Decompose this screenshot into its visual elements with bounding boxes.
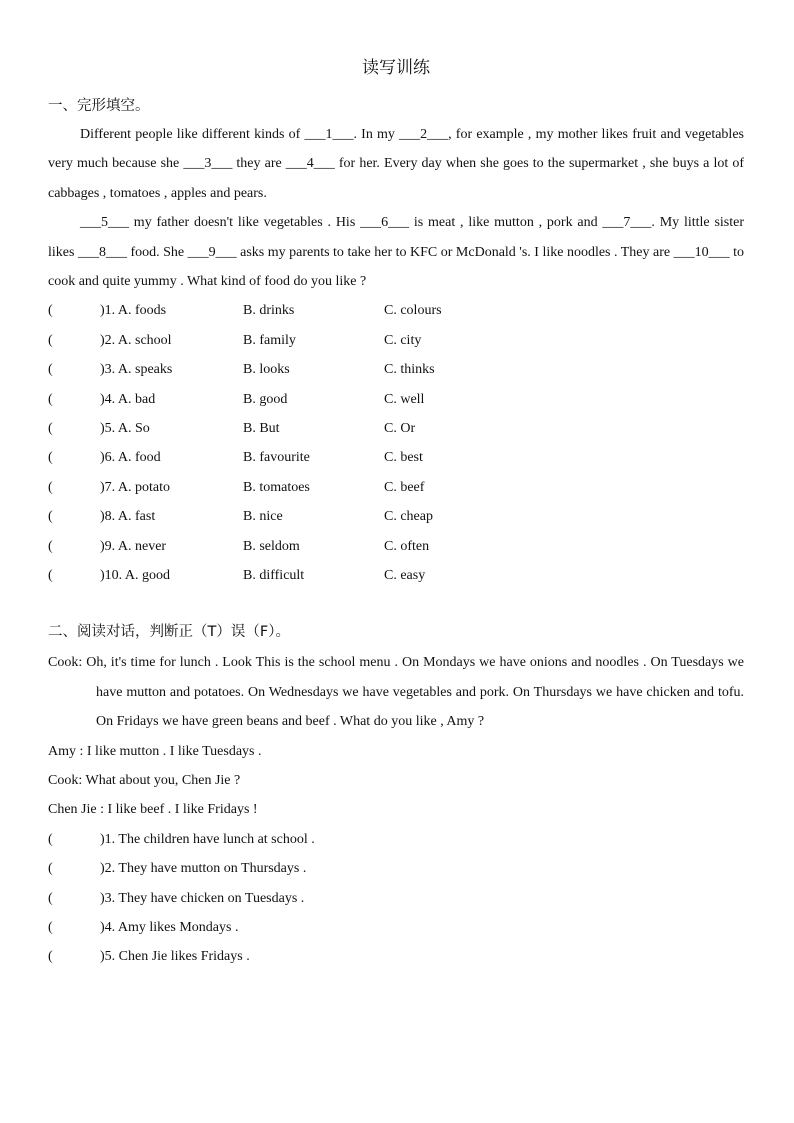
dialog-line-chen-jie: Chen Jie : I like beef . I like Fridays ! (48, 802, 258, 818)
dialog-line-amy: Amy : I like mutton . I like Tuesdays . (48, 743, 262, 759)
answer-blank[interactable]: ( (48, 567, 53, 583)
cloze-question (48, 414, 744, 443)
answer-blank[interactable]: ( (48, 362, 53, 378)
cloze-question (48, 473, 744, 502)
dialog-line-cook: Cook: Oh, it's time for lunch . Look This is the school menu . On Mondays we have onions and noodles . On Tuesdays we have mutton and potatoes. On Wednesdays we have vegetables and pork. On Thursdays we have chicken and tofu. On Fridays we have green beans and beef . What do you like , Amy ? (48, 655, 744, 730)
option-a: )8. A. fast (100, 509, 156, 525)
section2-heading: 二、阅读对话，判断正（T）误（F）。 (48, 624, 290, 641)
true-false-item (48, 913, 744, 942)
statement-text: )4. Amy likes Mondays . (100, 919, 239, 935)
page-title: 读写训练 (362, 58, 430, 78)
cloze-question (48, 296, 744, 325)
true-false-item (48, 942, 744, 971)
cloze-question (48, 385, 744, 414)
option-a: )2. A. school (100, 332, 172, 348)
option-c: C. thinks (384, 362, 435, 378)
cloze-question (48, 502, 744, 531)
cloze-question (48, 326, 744, 355)
true-false-list (48, 825, 744, 972)
cloze-question-list (48, 296, 744, 590)
answer-blank[interactable]: ( (48, 303, 53, 319)
option-c: C. cheap (384, 509, 433, 525)
statement-text: )2. They have mutton on Thursdays . (100, 861, 307, 877)
option-c: C. best (384, 450, 423, 466)
section1-heading: 一、完形填空。 (48, 98, 150, 114)
dialog-line-cook-question: Cook: What about you, Chen Jie ? (48, 772, 241, 788)
option-c: C. city (384, 332, 422, 348)
option-a: )6. A. food (100, 450, 161, 466)
answer-blank[interactable]: ( (48, 949, 53, 965)
cloze-question (48, 355, 744, 384)
statement-text: )1. The children have lunch at school . (100, 831, 315, 847)
option-b: B. family (243, 332, 296, 348)
option-c: C. often (384, 538, 430, 554)
option-c: C. Or (384, 421, 416, 436)
cloze-question (48, 532, 744, 561)
option-a: )5. A. So (100, 421, 150, 436)
cloze-question (48, 443, 744, 472)
option-b: B. favourite (243, 450, 310, 466)
option-a: )4. A. bad (100, 391, 156, 407)
section-spacer (48, 590, 744, 620)
statement-text: )5. Chen Jie likes Fridays . (100, 949, 250, 965)
option-a: )7. A. potato (100, 479, 170, 495)
true-false-item (48, 884, 744, 913)
option-a: )1. A. foods (100, 303, 167, 319)
option-a: )9. A. never (100, 538, 167, 554)
option-a: )10. A. good (100, 567, 170, 583)
option-a: )3. A. speaks (100, 362, 173, 378)
cloze-question (48, 561, 744, 590)
statement-text: )3. They have chicken on Tuesdays . (100, 890, 305, 906)
option-b: B. drinks (243, 303, 295, 319)
answer-blank[interactable]: ( (48, 479, 53, 495)
answer-blank[interactable]: ( (48, 919, 53, 935)
cloze-paragraph-1: Different people like different kinds of ___1___. In my ___2___, for example , my mother likes fruit and vegetables very much because she ___3___ they are ___4___ for her. Every day when she goes to the supermarket , she buys a lot of cabbages , tomatoes , apples and pears. (48, 127, 744, 201)
option-c: C. well (384, 391, 425, 407)
answer-blank[interactable]: ( (48, 450, 53, 466)
option-b: B. looks (243, 362, 290, 378)
option-c: C. easy (384, 567, 426, 583)
option-b: B. nice (243, 509, 283, 525)
option-c: C. colours (384, 303, 442, 319)
true-false-item (48, 854, 744, 883)
answer-blank[interactable]: ( (48, 332, 53, 348)
option-b: B. seldom (243, 538, 300, 554)
answer-blank[interactable]: ( (48, 421, 53, 436)
option-c: C. beef (384, 479, 425, 495)
dialog (48, 648, 744, 824)
answer-blank[interactable]: ( (48, 509, 53, 525)
answer-blank[interactable]: ( (48, 861, 53, 877)
answer-blank[interactable]: ( (48, 538, 53, 554)
worksheet-page (48, 56, 744, 972)
option-b: B. good (243, 391, 288, 407)
true-false-item (48, 825, 744, 854)
answer-blank[interactable]: ( (48, 391, 53, 407)
option-b: B. But (243, 421, 280, 436)
option-b: B. tomatoes (243, 479, 310, 495)
answer-blank[interactable]: ( (48, 831, 53, 847)
cloze-paragraph-2: ___5___ my father doesn't like vegetables . His ___6___ is meat , like mutton , pork and ___7___. My little sister likes ___8___ food. She ___9___ asks my parents to take her to KFC or McDonald 's. I like noodles . They are ___10___ to cook and quite yummy . What kind of food do you like ? (48, 215, 744, 290)
option-b: B. difficult (243, 567, 305, 583)
answer-blank[interactable]: ( (48, 890, 53, 906)
